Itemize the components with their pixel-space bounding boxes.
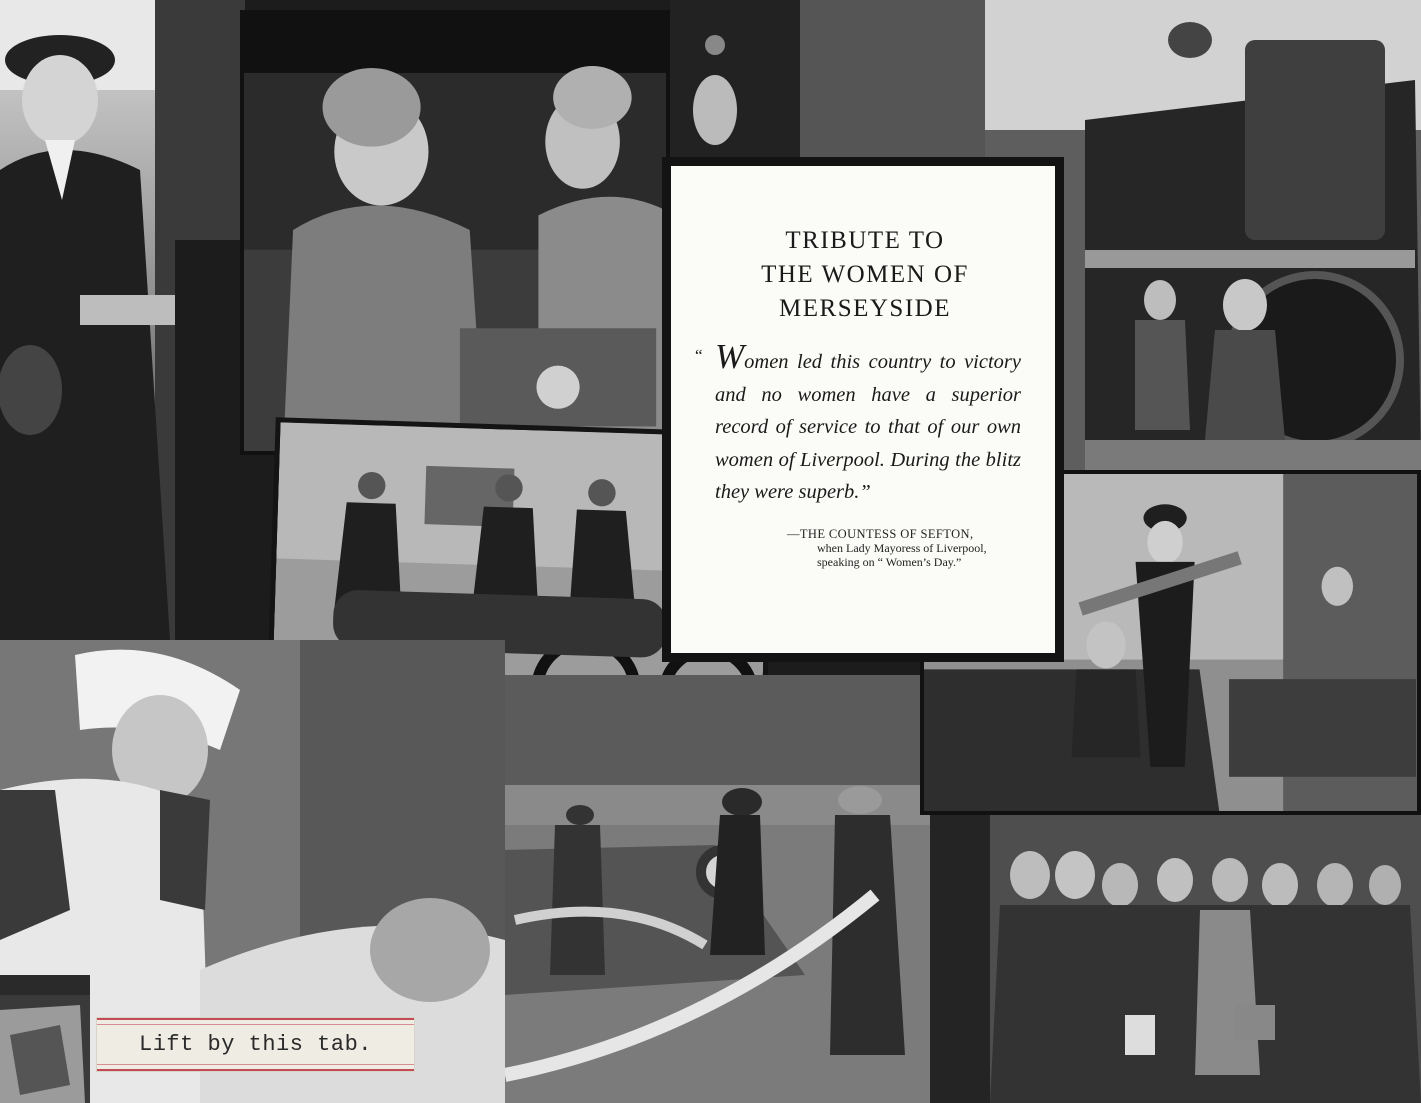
tribute-title-line3: MERSEYSIDE [779,295,951,322]
photo-crowd-women [930,815,1421,1103]
lift-tab-label: Lift by this tab. [139,1032,372,1057]
quote-drop-cap: W [715,337,745,376]
photo-bus-conductress [0,0,245,640]
tribute-quote [695,337,1021,509]
quote-body: omen led this country to victory and no women have a superior record of service to that of our own women of Liverpool. During the blitz they were superb.” [715,351,1021,503]
photo-corner-scrap [0,995,90,1103]
lift-tab[interactable] [97,1018,414,1071]
tribute-attribution [787,527,1021,569]
photo-fire-crew [505,675,930,1103]
quote-open-mark: “ [695,346,703,365]
photo-top-strip [670,0,988,157]
attribution-name: —THE COUNTESS OF SEFTON, [787,526,974,541]
tribute-title-line2: THE WOMEN OF [761,261,969,288]
attribution-line2: when Lady Mayoress of Liverpool, [817,540,987,555]
photo-factory-visit [240,10,670,455]
tribute-title [715,224,1021,326]
tribute-card-inner [671,166,1055,653]
attribution-line3: speaking on “ Women’s Day.” [817,554,962,569]
tribute-card [662,157,1064,662]
tribute-title-line1: TRIBUTE TO [785,227,945,254]
